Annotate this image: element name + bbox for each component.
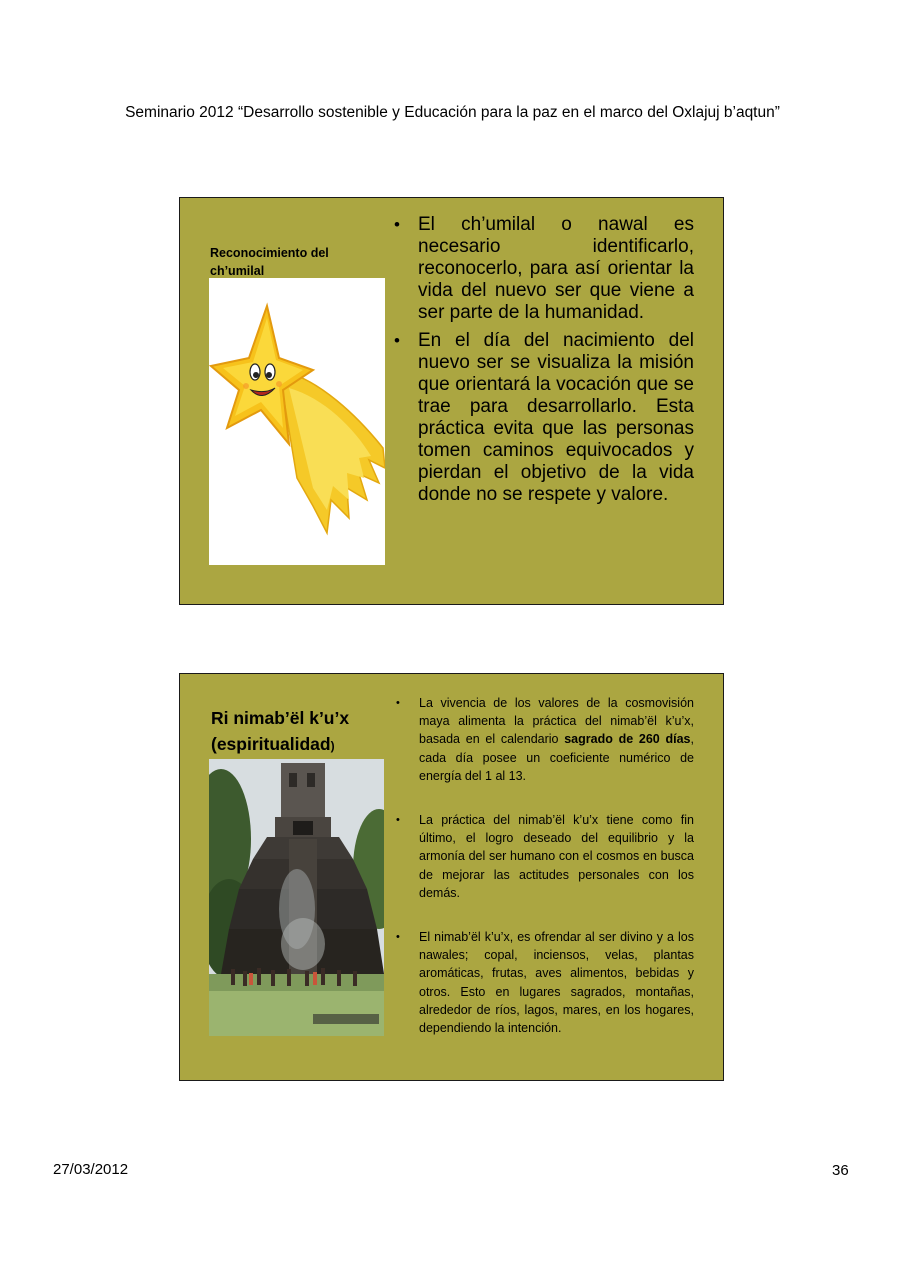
bullet-item: • La vivencia de los valores de la cosmovisión maya alimenta la práctica del nimab’ël k’u’x, basada en el calendario sagrado de 260 días, cada día posee un coeficiente numérico de energía del 1 al 13.: [396, 696, 694, 783]
bullet-item: • La práctica del nimab’ël k’u’x tiene como fin último, el logro deseado del equilibrio y la armonía del ser humano con el cosmos en busca de mejorar las actitudes personales con los demás.: [396, 813, 694, 900]
temple-photo-icon: [209, 759, 384, 1036]
bullet-icon: •: [394, 215, 400, 234]
slide-bullets: [392, 214, 694, 512]
shooting-star-icon: [209, 278, 385, 565]
slide-bullets: [392, 694, 694, 1063]
mayan-temple-photo: [209, 759, 384, 1036]
page-number: 36: [832, 1162, 849, 1179]
bullet-icon: •: [396, 697, 400, 709]
slide-title: Ri nimab’ël k’u’x (espiritualidad): [211, 708, 350, 754]
slide-chumilal: [179, 197, 724, 605]
shooting-star-image: [209, 278, 385, 565]
bullet-icon: •: [394, 331, 400, 350]
slide-espiritualidad: [179, 673, 724, 1081]
footer-date: 27/03/2012: [53, 1161, 129, 1178]
bullet-item: • El ch’umilal o nawal es necesario identificarlo, reconocerlo, para así orientar la vida del nuevo ser que viene a ser parte de la humanidad.: [394, 214, 694, 323]
page-header: Seminario 2012 “Desarrollo sostenible y Educación para la paz en el marco del Oxlajuj b’aqtun”: [125, 104, 780, 121]
bullet-item: • El nimab’ël k’u’x, es ofrendar al ser divino y a los nawales; copal, inciensos, velas, plantas aromáticas, frutas, aves alimentos, bebidas y otros. Esto en lugares sagrados, montañas, alrededor de ríos, lagos, mares, en los hogares, dependiendo la intención.: [396, 930, 694, 1036]
bullet-icon: •: [396, 814, 400, 827]
bullet-item: • En el día del nacimiento del nuevo ser se visualiza la misión que orientará la vocación que se trae para desarrollarlo. Esta práctica evita que las personas tomen caminos equivocados y pierdan el objetivo de la vida donde no se respete y valore.: [394, 330, 694, 505]
slide-title: Reconocimiento del ch’umilal: [210, 246, 329, 278]
bullet-icon: •: [396, 931, 400, 944]
